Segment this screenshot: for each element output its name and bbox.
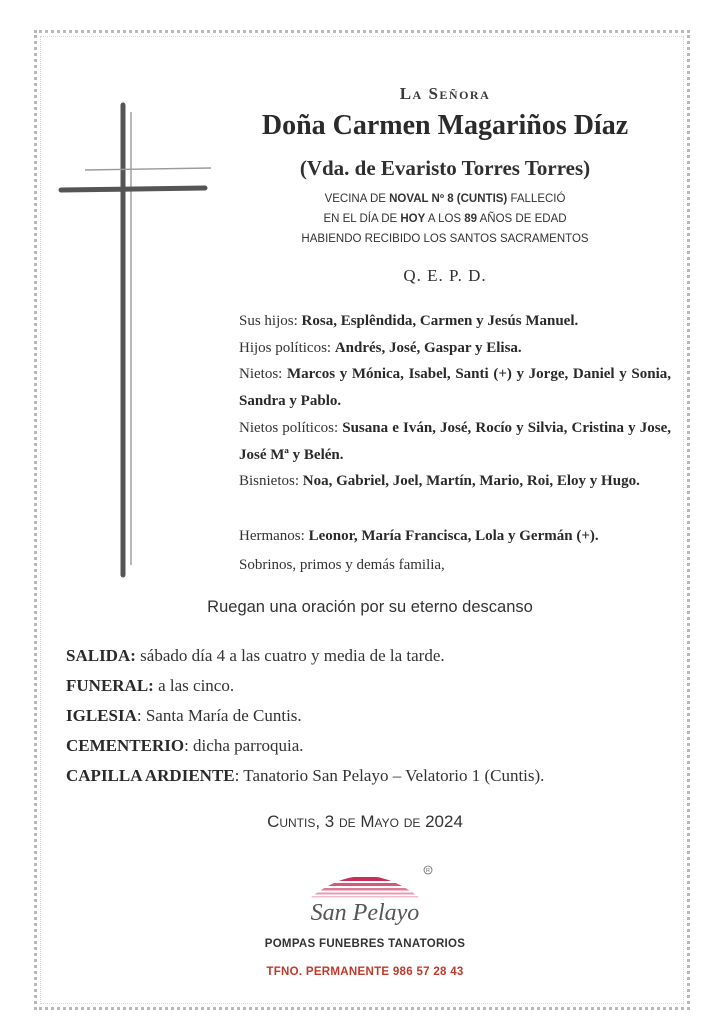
info-line-1: VECINA DE NOVAL Nº 8 (CUNTIS) FALLECIÓ <box>324 193 566 205</box>
family-nietos: Nietos: Marcos y Mónica, Isabel, Santi (+) y Jorge, Daniel y Sonia, Sandra y Pablo. <box>239 366 671 409</box>
title-small: La Señora <box>399 84 491 103</box>
widow-of: (Vda. de Evaristo Torres Torres) <box>299 156 591 180</box>
family-hermanos: Hermanos: Leonor, María Francisca, Lola y Germán (+). <box>239 528 599 544</box>
logo-text: San Pelayo <box>310 900 420 926</box>
san-pelayo-logo <box>290 860 440 930</box>
family-nietos-politicos: Nietos políticos: Susana e Iván, José, Rocío y Silvia, Cristina y Jose, José Mª y Belén. <box>239 420 671 463</box>
family-others: Sobrinos, primos y demás familia, <box>239 557 445 573</box>
footer-services: POMPAS FUNEBRES TANATORIOS <box>264 938 466 950</box>
family-hijos: Sus hijos: Rosa, Esplêndida, Carmen y Jesús Manuel. <box>239 313 579 329</box>
info-line-2: EN EL DÍA DE HOY A LOS 89 AÑOS DE EDAD <box>323 213 567 225</box>
footer-phone: TFNO. PERMANENTE 986 57 28 43 <box>266 966 464 978</box>
qepd: Q. E. P. D. <box>403 266 487 285</box>
cross-icon <box>55 100 215 580</box>
prayer-request: Ruegan una oración por su eterno descanso <box>207 598 533 616</box>
family-hijos-politicos: Hijos políticos: Andrés, José, Gaspar y Elisa. <box>239 340 522 356</box>
info-line-3: HABIENDO RECIBIDO LOS SANTOS SACRAMENTOS <box>301 233 589 245</box>
logo-sun-icon <box>290 860 440 930</box>
svg-text:R: R <box>426 868 430 875</box>
service-funeral: FUNERAL: a las cinco. <box>66 676 235 695</box>
deceased-name: Doña Carmen Magariños Díaz <box>261 110 629 141</box>
service-capilla: CAPILLA ARDIENTE: Tanatorio San Pelayo – Velatorio 1 (Cuntis). <box>66 766 545 785</box>
notice-date: Cuntis, 3 de Mayo de 2024 <box>267 812 463 831</box>
service-iglesia: IGLESIA: Santa María de Cuntis. <box>66 706 302 725</box>
service-cementerio: CEMENTERIO: dicha parroquia. <box>66 736 304 755</box>
family-bisnietos: Bisnietos: Noa, Gabriel, Joel, Martín, Mario, Roi, Eloy y Hugo. <box>239 473 640 489</box>
service-salida: SALIDA: sábado día 4 a las cuatro y media de la tarde. <box>66 646 445 665</box>
